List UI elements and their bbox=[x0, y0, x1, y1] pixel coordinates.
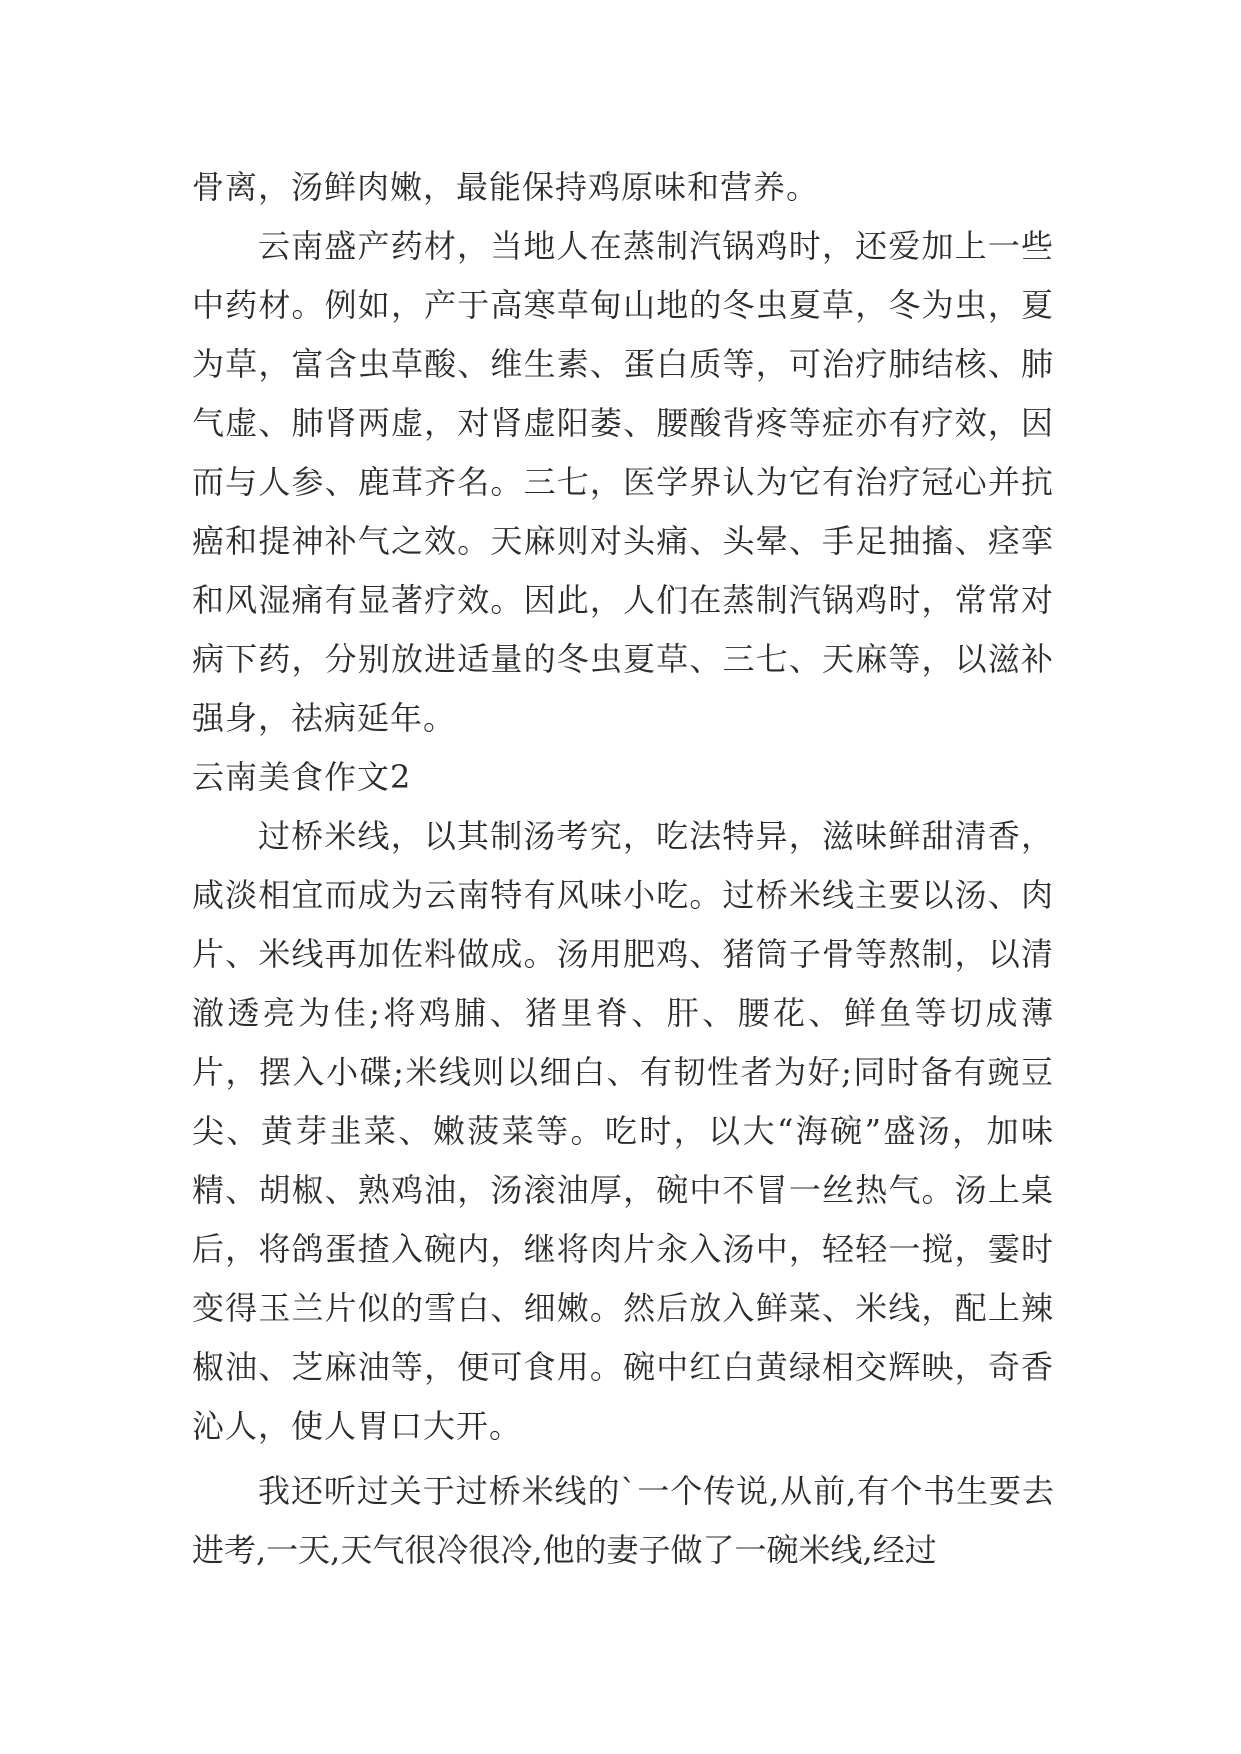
section-heading: 云南美食作文2 bbox=[192, 758, 412, 796]
document-body bbox=[192, 158, 1054, 1580]
paragraph-medicinal-herbs: 云南盛产药材，当地人在蒸制汽锅鸡时，还爱加上一些中药材。例如，产于高寒草甸山地的冬虫夏草，冬为虫，夏为草，富含虫草酸、维生素、蛋白质等，可治疗肺结核、肺气虚、肺肾两虚，对肾虚阳萎、腰酸背疼等症亦有疗效，因而与人参、鹿茸齐名。三七，医学界认为它有治疗冠心并抗癌和提神补气之效。天麻则对头痛、头晕、手足抽搐、痉挛和风湿痛有显著疗效。因此，人们在蒸制汽锅鸡时，常常对病下药，分别放进适量的冬虫夏草、三七、天麻等，以滋补强身，祛病延年。 bbox=[192, 227, 1054, 737]
paragraph-continuation: 骨离，汤鲜肉嫩，最能保持鸡原味和营养。 bbox=[192, 168, 820, 206]
paragraph-crossing-bridge-noodles: 过桥米线，以其制汤考究，吃法特异，滋味鲜甜清香，咸淡相宜而成为云南特有风味小吃。过桥米线主要以汤、肉片、米线再加佐料做成。汤用肥鸡、猪筒子骨等熬制，以清澈透亮为佳;将鸡脯、猪里脊、肝、腰花、鲜鱼等切成薄片，摆入小碟;米线则以细白、有韧性者为好;同时备有豌豆尖、黄芽韭菜、嫩菠菜等。吃时，以大“海碗”盛汤，加味精、胡椒、熟鸡油，汤滚油厚，碗中不冒一丝热气。汤上桌后，将鸽蛋揸入碗内，继将肉片汆入汤中，轻轻一搅，霎时变得玉兰片似的雪白、细嫩。然后放入鲜菜、米线，配上辣椒油、芝麻油等，便可食用。碗中红白黄绿相交辉映，奇香沁人，使人胃口大开。 bbox=[192, 817, 1054, 1445]
paragraph-legend: 我还听过关于过桥米线的`一个传说,从前,有个书生要去进考,一天,天气很冷很冷,他的妻子做了一碗米线,经过 bbox=[192, 1472, 1054, 1569]
